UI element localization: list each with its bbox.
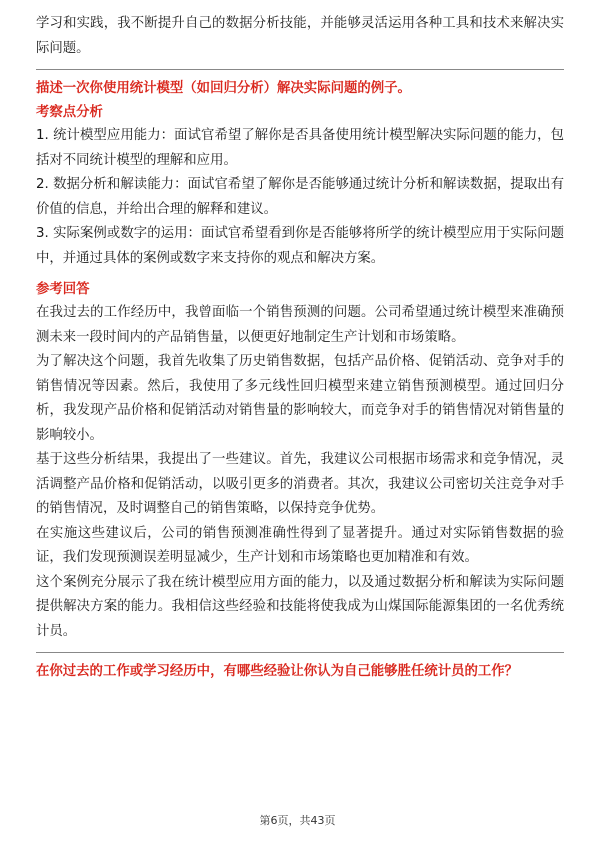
analysis-point-1: 1. 统计模型应用能力：面试官希望了解你是否具备使用统计模型解决实际问题的能力，包括对不同统计模型的理解和应用。 [36, 128, 564, 168]
answer-paragraph-1: 在我过去的工作经历中，我曾面临一个销售预测的问题。公司希望通过统计模型来准确预测未来一段时间内的产品销售量，以便更好地制定生产计划和市场策略。 [36, 305, 564, 345]
answer-paragraph-5: 这个案例充分展示了我在统计模型应用方面的能力，以及通过数据分析和解读为实际问题提供解决方案的能力。我相信这些经验和技能将使我成为山煤国际能源集团的一名优秀统计员。 [36, 574, 564, 639]
analysis-point-3: 3. 实际案例或数字的运用：面试官希望看到你是否能够将所学的统计模型应用于实际问题中，并通过具体的案例或数字来支持你的观点和解决方案。 [36, 226, 564, 266]
page-content [36, 12, 564, 683]
intro-paragraph: 学习和实践，我不断提升自己的数据分析技能，并能够灵活运用各种工具和技术来解决实际问题。 [36, 16, 564, 56]
section-divider-top [36, 69, 564, 70]
next-question-heading: 在你过去的工作或学习经历中，有哪些经验让你认为自己能够胜任统计员的工作？ [36, 664, 519, 679]
analysis-heading: 考察点分析 [36, 105, 103, 120]
question-heading: 描述一次你使用统计模型（如回归分析）解决实际问题的例子。 [36, 81, 411, 96]
page-footer: 第6页，共43页 [259, 814, 336, 827]
spacer [36, 271, 564, 277]
answer-paragraph-2: 为了解决这个问题，我首先收集了历史销售数据，包括产品价格、促销活动、竞争对手的销售情况等因素。然后，我使用了多元线性回归模型来建立销售预测模型。通过回归分析，我发现产品价格和促销活动对销售量的影响较大，而竞争对手的销售情况对销售量的影响较小。 [36, 354, 564, 443]
analysis-point-2: 2. 数据分析和解读能力：面试官希望了解你是否能够通过统计分析和解读数据，提取出有价值的信息，并给出合理的解释和建议。 [36, 177, 564, 217]
section-divider-bottom [36, 652, 564, 653]
answer-paragraph-4: 在实施这些建议后，公司的销售预测准确性得到了显著提升。通过对实际销售数据的验证，我们发现预测误差明显减少，生产计划和市场策略也更加精准和有效。 [36, 525, 564, 565]
answer-paragraph-3: 基于这些分析结果，我提出了一些建议。首先，我建议公司根据市场需求和竞争情况，灵活调整产品价格和促销活动，以吸引更多的消费者。其次，我建议公司密切关注竞争对手的销售情况，及时调整自己的销售策略，以保持竞争优势。 [36, 452, 564, 516]
answer-heading: 参考回答 [36, 282, 90, 297]
